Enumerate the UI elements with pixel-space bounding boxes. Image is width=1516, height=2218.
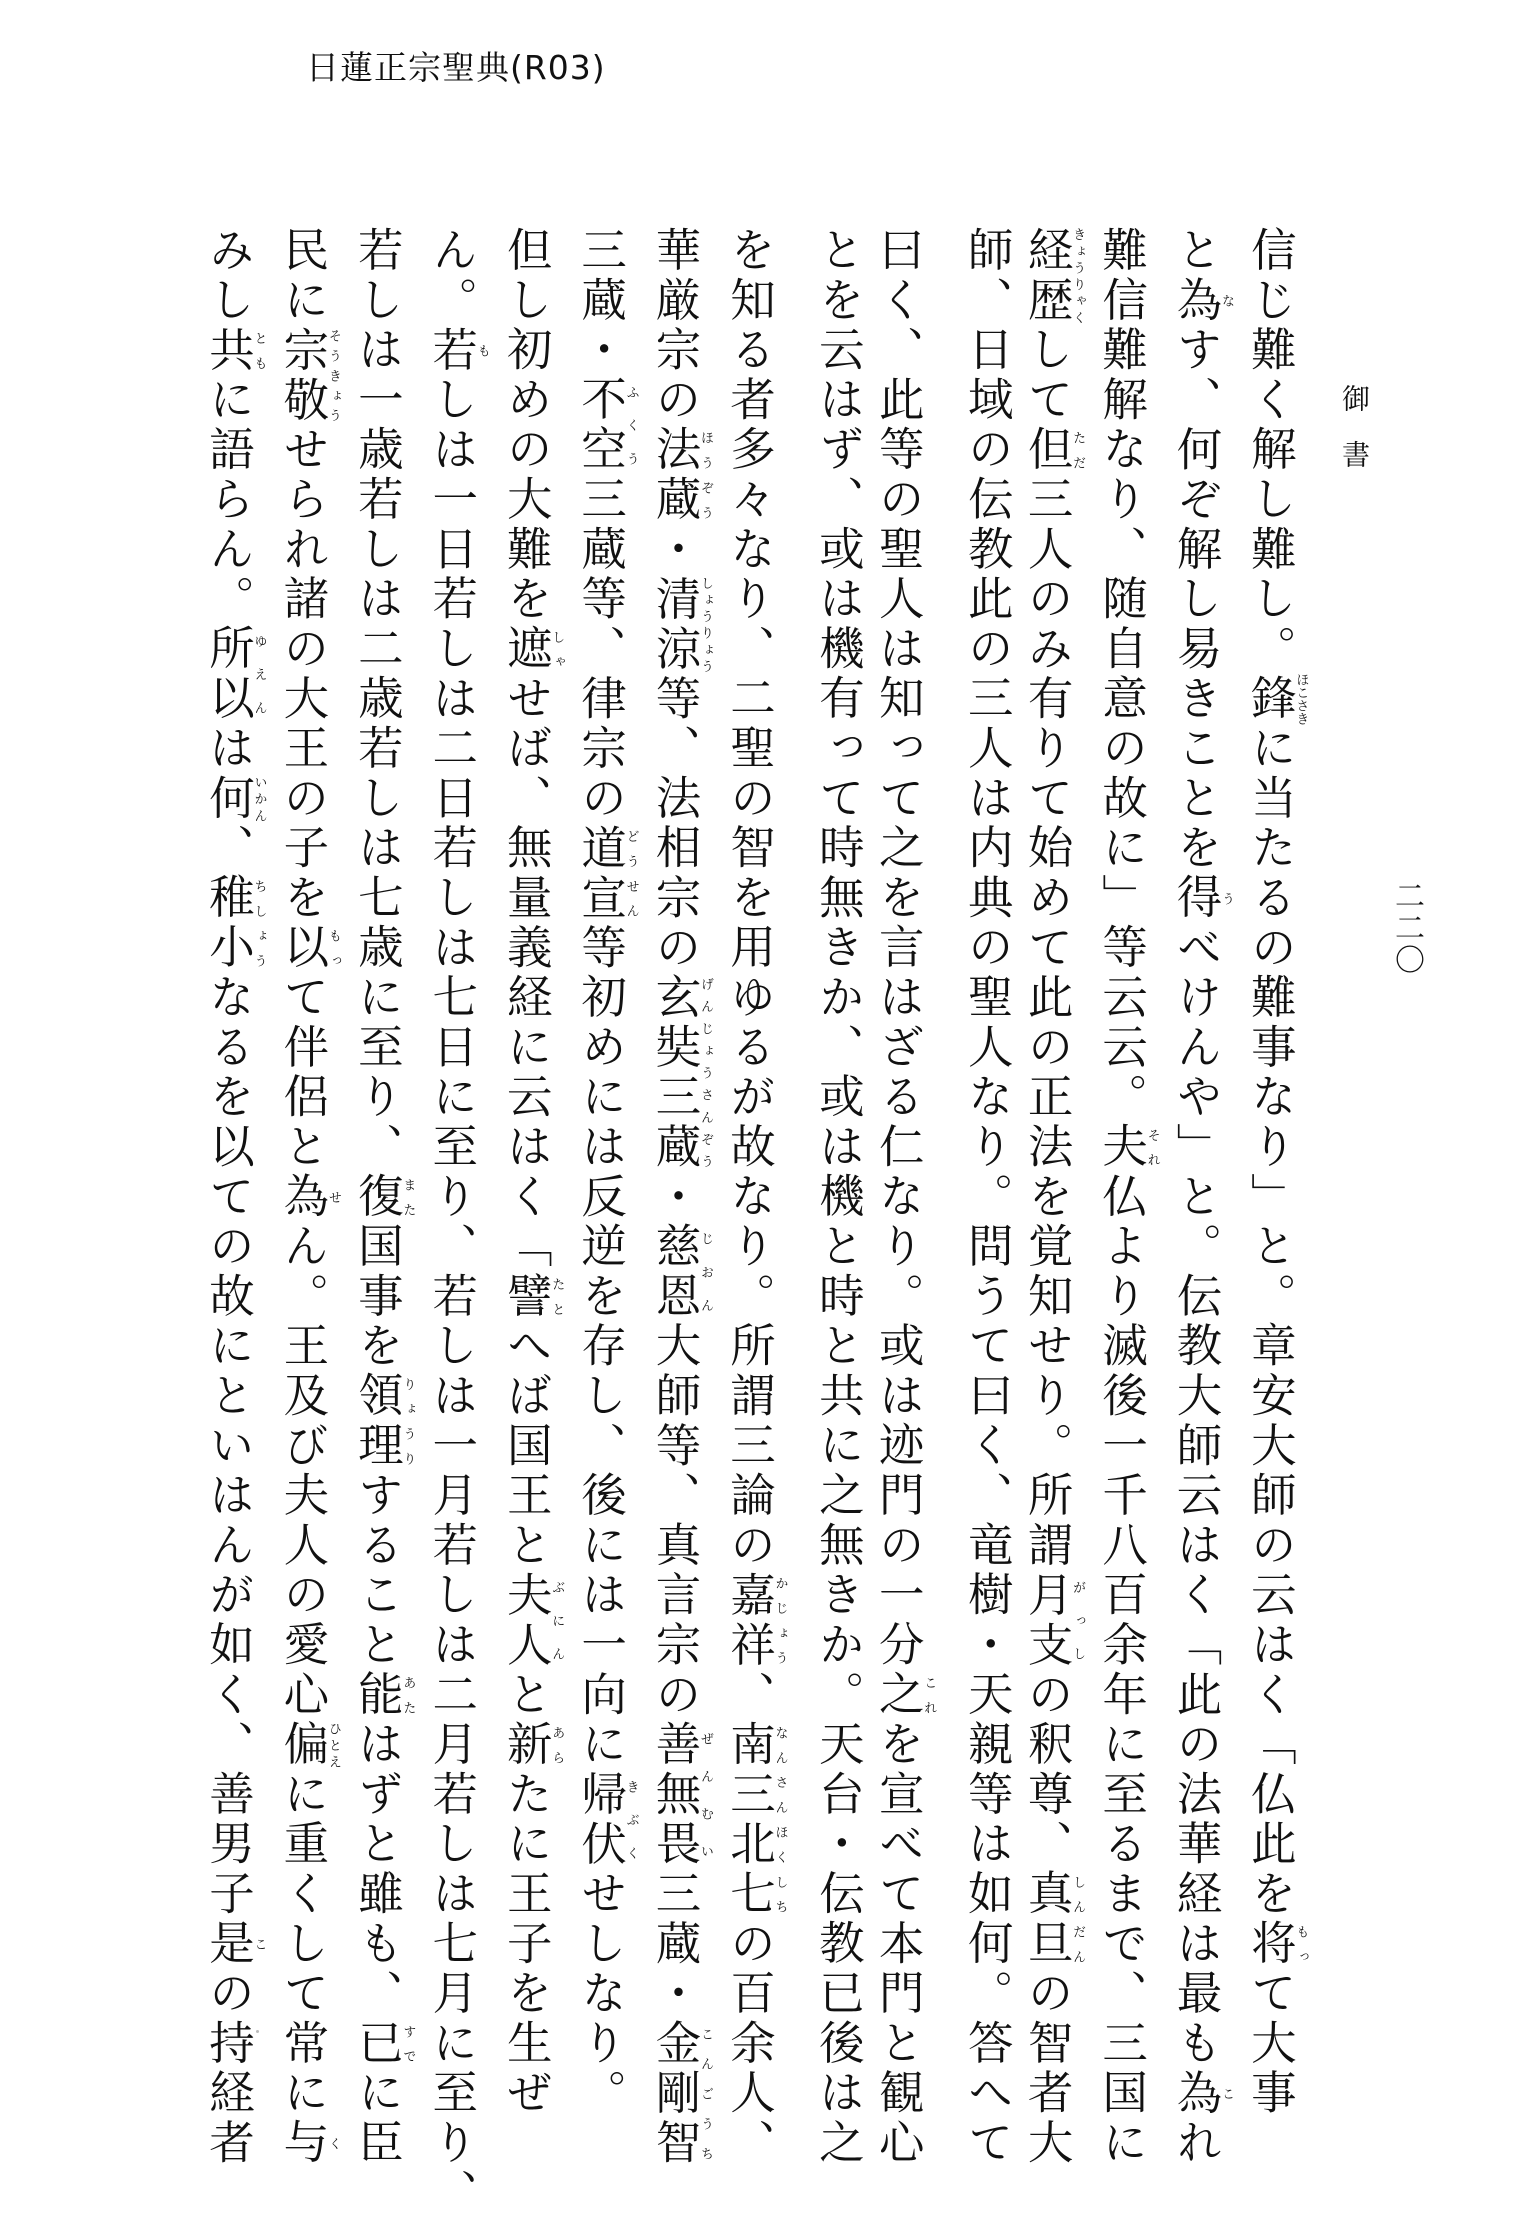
text-segment: 曰く、此等の聖人は知って之を言はざる仁なり。或は迹門の一分 (872, 226, 926, 1671)
ruby-base: 善無畏 (649, 1720, 703, 1870)
furigana: こ (251, 1919, 267, 1970)
ruby-word (351, 2018, 416, 2069)
ruby-base: 已 (351, 2018, 405, 2069)
furigana: く (325, 2118, 341, 2169)
furigana: こ (1218, 2068, 1234, 2119)
text-segment: せられ諸の大王の子を (276, 425, 330, 924)
ruby-word (202, 873, 267, 974)
ruby-word (723, 1720, 788, 1920)
ruby-word (649, 425, 714, 525)
furigana: あた (400, 1670, 416, 1721)
ruby-word (276, 2118, 341, 2169)
text-segment: ・ (649, 524, 703, 575)
ruby-word (574, 1769, 639, 1870)
ruby-word (351, 1371, 416, 1472)
text-segment: ん。王及び夫人の愛心 (276, 1222, 330, 1721)
ruby-base: 月支 (1021, 1570, 1075, 1671)
ruby-word (649, 973, 714, 1173)
ruby-word (574, 823, 639, 924)
ruby-base: 夫 (1095, 1122, 1149, 1173)
furigana: もっ (1293, 1919, 1309, 1970)
text-segment: しは一日若しは二日若しは七日に至り、若しは一月若しは二月若しは七月に至り、 (425, 375, 479, 2218)
text-column (574, 226, 639, 2119)
ruby-base: 為 (1169, 275, 1223, 326)
text-segment: の持経者 (202, 1969, 256, 2169)
text-segment: せば、無量義経に云はく「 (500, 674, 554, 1272)
ruby-word (1021, 1869, 1086, 1970)
text-segment: 等、法相宗の (649, 674, 703, 974)
furigana: すで (400, 2018, 416, 2069)
furigana: また (400, 1172, 416, 1223)
text-segment: れ (1169, 2118, 1223, 2169)
text-segment: して (1021, 325, 1075, 426)
ruby-base: 慈恩 (649, 1222, 703, 1322)
ruby-word (276, 923, 341, 974)
ruby-word (1095, 1122, 1160, 1173)
ruby-base: 得 (1169, 873, 1223, 924)
ruby-base: 鋒 (1244, 673, 1298, 726)
ruby-base: 為 (1169, 2068, 1223, 2119)
ruby-word (1169, 873, 1234, 924)
text-segment: と (1169, 226, 1223, 276)
ruby-word (425, 325, 490, 376)
text-segment: 信じ難く解し難し。 (1244, 226, 1298, 675)
text-column (1095, 226, 1160, 2169)
text-segment: を宣べて本門と観心 (872, 1720, 926, 2169)
text-column (351, 226, 416, 2169)
furigana: とも (251, 325, 267, 376)
ruby-base: 玄奘三蔵 (649, 973, 703, 1173)
text-column (812, 226, 866, 2169)
ruby-word (351, 1172, 416, 1223)
text-segment: 但し初めの大難を (500, 226, 554, 625)
ruby-word (1244, 1919, 1309, 1970)
ruby-base: 真旦 (1021, 1869, 1075, 1970)
ruby-base: 譬 (500, 1271, 554, 1322)
text-segment: 大師等、真言宗の (649, 1321, 703, 1721)
furigana: しょうりょう (698, 574, 714, 675)
text-segment: 等初めには反逆を存し、後には一向に (574, 923, 628, 1770)
furigana: ふくう (623, 375, 639, 475)
furigana: ひとえ (325, 1720, 341, 1770)
text-segment: 華厳宗の (649, 226, 703, 426)
text-column (500, 226, 565, 2119)
furigana: ただ (1070, 425, 1086, 476)
furigana: きょうりゃく (1070, 226, 1086, 326)
ruby-base: 但 (1021, 425, 1075, 476)
furigana: りょうり (400, 1371, 416, 1472)
text-segment: 三蔵・ (574, 226, 628, 376)
ruby-base: 南三北七 (723, 1720, 777, 1920)
text-segment: に重くして常に (276, 1769, 330, 2119)
ruby-base: 将 (1244, 1919, 1298, 1970)
ruby-base: 偏 (276, 1720, 330, 1770)
text-segment: 民に (276, 226, 330, 326)
furigana: う (1218, 873, 1234, 924)
text-segment: 仏より滅後一千八百余年に至るまで、三国に (1095, 1172, 1149, 2169)
text-column (1169, 226, 1234, 2169)
text-column (1021, 226, 1086, 2169)
text-segment: すること (351, 1471, 405, 1671)
furigana: ほうぞう (698, 425, 714, 525)
ruby-word (202, 1919, 267, 1970)
furigana: しんだん (1070, 1869, 1086, 1970)
ruby-base: 所以 (202, 624, 256, 725)
text-segment: の百余人、 (723, 1919, 777, 2169)
furigana: これ (921, 1670, 937, 1721)
ruby-base: 金剛智 (649, 2018, 703, 2169)
ruby-word (202, 325, 267, 376)
text-segment: の智者大 (1021, 1969, 1075, 2169)
ruby-base: 共 (202, 325, 256, 376)
text-segment: す、何ぞ解し易きことを (1169, 325, 1223, 874)
furigana: それ (1144, 1122, 1160, 1173)
furigana: せ (325, 1172, 341, 1223)
ruby-base: 遮 (500, 624, 554, 675)
scan-speck (256, 2030, 259, 2033)
furigana: ちしょう (251, 873, 267, 974)
furigana: ゆえん (251, 624, 267, 725)
furigana: なんさんほくしち (772, 1720, 788, 1920)
ruby-word (1021, 425, 1086, 476)
text-segment: ・ (649, 1172, 703, 1223)
text-segment: 難信難解なり、随自意の故に」等云云。 (1095, 226, 1149, 1123)
text-column (202, 226, 267, 2169)
ruby-base: 不空 (574, 375, 628, 476)
furigana: ぶにん (549, 1570, 565, 1671)
ruby-word (1244, 673, 1309, 726)
text-segment: へば国王と (500, 1321, 554, 1571)
text-column (961, 226, 1015, 2169)
text-segment: 国事を (351, 1222, 405, 1372)
text-column (723, 226, 788, 2169)
ruby-word (276, 1172, 341, 1223)
ruby-word (1021, 226, 1086, 326)
text-segment: て大事 (1244, 1969, 1298, 2119)
furigana: な (1218, 275, 1234, 326)
text-segment: 師、日域の伝教此の三人は内典の聖人なり。問うて曰く、竜樹・天親等は如何。答へて (961, 226, 1015, 2169)
ruby-base: 清涼 (649, 574, 703, 675)
text-segment: 若しは一歳若しは二歳若しは七歳に至り、 (351, 226, 405, 1173)
ruby-word (202, 773, 267, 824)
ruby-base: 能 (351, 1670, 405, 1721)
ruby-base: 以 (276, 923, 330, 974)
ruby-base: 法蔵 (649, 425, 703, 525)
text-segment: は (202, 724, 256, 774)
ruby-base: 若 (425, 325, 479, 376)
ruby-word (1169, 2068, 1234, 2119)
text-segment: の釈尊、 (1021, 1670, 1075, 1870)
furigana: ぜんむい (698, 1720, 714, 1870)
document-header: 日蓮正宗聖典(R03) (306, 48, 606, 87)
text-segment: みし (202, 226, 256, 326)
text-column (425, 226, 490, 2218)
furigana: きぶく (623, 1769, 639, 1870)
ruby-word (872, 1670, 937, 1721)
ruby-base: 道宣 (574, 823, 628, 924)
ruby-base: 稚小 (202, 873, 256, 974)
ruby-word (500, 1271, 565, 1322)
text-segment: 、 (723, 1670, 777, 1721)
ruby-base: 嘉祥 (723, 1570, 777, 1671)
ruby-word (500, 1570, 565, 1671)
ruby-base: 之 (872, 1670, 926, 1721)
text-segment: に当たるの難事なり」と。章安大師の云はく「仏此を (1244, 724, 1298, 1920)
ruby-word (276, 325, 341, 426)
text-segment: とを云はず、或は機有って時無きか、或は機と時と共に之無きか。天台・伝教已後は之 (812, 226, 866, 2169)
text-segment: 三人のみ有りて始めて此の正法を覚知せり。所謂 (1021, 475, 1075, 1571)
ruby-base: 領理 (351, 1371, 405, 1472)
text-segment: ん。 (425, 226, 479, 326)
ruby-base: 是 (202, 1919, 256, 1970)
ruby-word (723, 1570, 788, 1671)
ruby-base: 帰伏 (574, 1769, 628, 1870)
furigana: あら (549, 1720, 565, 1770)
ruby-base: 与 (276, 2118, 330, 2169)
furigana: ほこさき (1293, 673, 1309, 726)
ruby-base: 為 (276, 1172, 330, 1223)
ruby-word (276, 1720, 341, 1770)
ruby-word (649, 2018, 714, 2169)
text-column (276, 226, 341, 2169)
furigana: しゃ (549, 624, 565, 675)
ruby-word (202, 624, 267, 725)
text-segment: せしなり。 (574, 1869, 628, 2119)
furigana: いかん (251, 773, 267, 824)
text-segment: を知る者多々なり、二聖の智を用ゆるが故なり。所謂三論の (723, 226, 777, 1571)
text-segment: なるを以ての故にといはんが如く、善男子 (202, 973, 256, 1920)
ruby-word (574, 375, 639, 476)
ruby-word (1021, 1570, 1086, 1671)
ruby-base: 夫人 (500, 1570, 554, 1671)
text-segment: たに王子を生ぜ (500, 1769, 554, 2119)
furigana: も (474, 325, 490, 376)
text-segment: と (500, 1670, 554, 1721)
furigana: がっし (1070, 1570, 1086, 1671)
page-number: 二二〇 (1389, 880, 1424, 976)
ruby-word (500, 1720, 565, 1770)
text-segment: はずと雖も、 (351, 1720, 405, 2019)
furigana: こんごうち (698, 2018, 714, 2169)
ruby-word (1169, 275, 1234, 326)
ruby-word (351, 1670, 416, 1721)
furigana: かじょう (772, 1570, 788, 1671)
ruby-word (649, 574, 714, 675)
text-segment: て伴侶と (276, 973, 330, 1173)
text-segment: 三蔵等、律宗の (574, 475, 628, 824)
furigana: じおん (698, 1222, 714, 1322)
text-segment: 、 (202, 823, 256, 874)
furigana: そうきょう (325, 325, 341, 426)
text-segment: に臣 (351, 2068, 405, 2169)
ruby-base: 復 (351, 1172, 405, 1223)
text-segment: べけんや」と。伝教大師云はく「此の法華経は最も (1169, 923, 1223, 2069)
text-column (1244, 226, 1309, 2119)
ruby-word (649, 1720, 714, 1870)
furigana: たと (549, 1271, 565, 1322)
furigana: どうせん (623, 823, 639, 924)
text-segment: に語らん。 (202, 375, 256, 625)
text-segment: 三蔵・ (649, 1869, 703, 2019)
ruby-base: 何 (202, 773, 256, 824)
text-column (649, 226, 714, 2169)
vertical-text-body (202, 226, 1309, 2218)
ruby-word (500, 624, 565, 675)
ruby-base: 宗敬 (276, 325, 330, 426)
ruby-base: 新 (500, 1720, 554, 1770)
section-label: 御書 (1338, 384, 1371, 496)
text-column (872, 226, 937, 2169)
furigana: もっ (325, 923, 341, 974)
ruby-word (649, 1222, 714, 1322)
furigana: げんじょうさんぞう (698, 973, 714, 1173)
ruby-base: 経歴 (1021, 226, 1075, 326)
